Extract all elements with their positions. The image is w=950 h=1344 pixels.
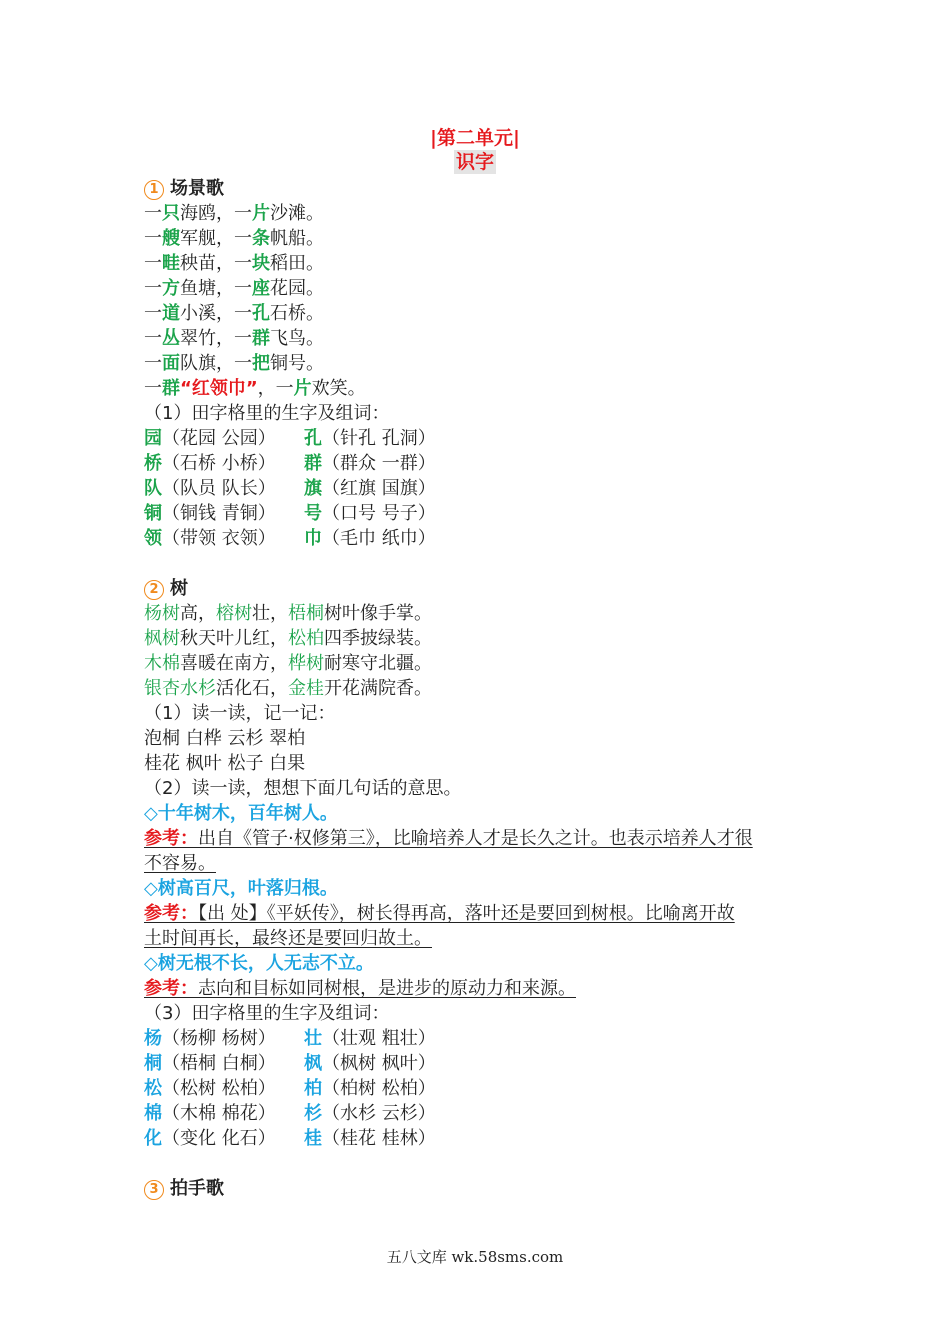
text: 一 [144,378,162,399]
word-group: （枫树 枫叶） [322,1053,436,1074]
word-group: （水杉 云杉） [322,1103,436,1124]
word-group: （带领 衣领） [162,528,276,549]
word-group: （红旗 国旗） [322,478,436,499]
text: 一 [144,203,162,224]
tree-poem-lines [144,601,824,701]
word-col [144,1126,304,1151]
text: 秋天叶儿红， [180,628,288,649]
poem-line [144,301,824,326]
tree-line [144,626,824,651]
measure-word: 群 [162,378,180,399]
section-title: 识字 [455,151,494,173]
text: 鱼塘，一 [180,278,252,299]
tree-line [144,676,824,701]
reference-3 [144,976,824,1001]
word-group: （针孔 孔洞） [322,428,436,449]
text: 秧苗，一 [180,253,252,274]
character: 孔 [304,428,322,449]
text: ，一 [257,378,294,399]
text: 一 [144,278,162,299]
character: 旗 [304,478,322,499]
text: 一 [144,328,162,349]
word-group: （队员 队长） [162,478,276,499]
character: 枫 [304,1053,322,1074]
unit-title: |第二单元| [430,127,520,149]
tree-line [144,651,824,676]
word-row [144,1026,824,1051]
measure-word: 道 [162,303,180,324]
section-2-title: 树 [170,578,188,599]
measure-word: 面 [162,353,180,374]
word-group: （柏树 松柏） [322,1078,436,1099]
text: 铜号。 [270,353,324,374]
question-2-3: （3）田字格里的生字及组词： [144,1003,390,1024]
word-col [304,1126,436,1151]
text: 帆船。 [270,228,324,249]
character: 队 [144,478,162,499]
tree-name: 松柏 [288,628,324,649]
word-group: （木棉 棉花） [162,1103,276,1124]
reference-2 [144,901,824,926]
reference-1-cont: 不容易。 [144,853,216,874]
text: 花园。 [270,278,324,299]
question-1: （1）田字格里的生字及组词： [144,403,390,424]
word-row [144,451,824,476]
text: 石桥。 [270,303,324,324]
read-line-2: 桂花 枫叶 松子 白果 [144,753,306,774]
word-group: （群众 一群） [322,453,436,474]
character: 杨 [144,1028,162,1049]
proverb-2: ◇树高百尺，叶落归根。 [144,878,338,899]
measure-word: 条 [252,228,270,249]
text: 壮， [252,603,288,624]
text: 沙滩。 [270,203,324,224]
circle-number-3: 3 [144,1180,164,1200]
reference-text: 【出 处】《平妖传》，树长得再高，落叶还是要回到树根。比喻离开故 [198,903,735,924]
measure-word: 群 [252,328,270,349]
text: 一 [144,303,162,324]
word-col [144,451,304,476]
word-col [144,426,304,451]
text: 树叶像手掌。 [324,603,432,624]
word-group: （杨柳 杨树） [162,1028,276,1049]
character: 桐 [144,1053,162,1074]
word-col [304,1051,436,1076]
word-col [304,1101,436,1126]
word-group: （口号 号子） [322,503,436,524]
section-1-heading [144,176,824,201]
text: 飞鸟。 [270,328,324,349]
character: 松 [144,1078,162,1099]
text: 一 [144,228,162,249]
measure-word: 艘 [162,228,180,249]
spacer [144,551,824,576]
character: 园 [144,428,162,449]
word-group: （松树 松柏） [162,1078,276,1099]
text: 喜暖在南方， [180,653,288,674]
word-row [144,1051,824,1076]
word-col [144,1051,304,1076]
question-2-2: （2）读一读，想想下面几句话的意思。 [144,778,462,799]
text: 海鸥，一 [180,203,252,224]
reference-2-cont: 土时间再长，最终还是要回归故土。 [144,928,432,949]
measure-word: 只 [162,203,180,224]
text: 小溪，一 [180,303,252,324]
text: 翠竹，一 [180,328,252,349]
footer-watermark: 五八文库 wk.58sms.com [386,1248,564,1266]
poem-line-last [144,376,824,401]
character: 桥 [144,453,162,474]
tree-name: 枫树 [144,628,180,649]
word-col [304,451,436,476]
text: 队旗，一 [180,353,252,374]
character: 壮 [304,1028,322,1049]
content [144,176,824,1201]
word-col [304,1026,436,1051]
reference-text: 出自《管子·权修第三》，比喻培养人才是长久之计。也表示培养人才很 [198,828,753,849]
word-col [304,501,436,526]
text: 一 [144,353,162,374]
character: 化 [144,1128,162,1149]
poem-line [144,276,824,301]
proverb-1: ◇十年树木，百年树人。 [144,803,338,824]
word-col [304,526,436,551]
section-3-title: 拍手歌 [170,1178,224,1199]
character: 铜 [144,503,162,524]
character: 群 [304,453,322,474]
word-list-2 [144,1026,824,1151]
character: 杉 [304,1103,322,1124]
word-list-1 [144,426,824,551]
measure-word: 孔 [252,303,270,324]
text: 活化石， [216,678,288,699]
word-row [144,501,824,526]
tree-name: 杨树 [144,603,180,624]
poem-line [144,226,824,251]
tree-name: 银杏水杉 [144,678,216,699]
measure-word: 片 [252,203,270,224]
proverb-3: ◇树无根不长，人无志不立。 [144,953,374,974]
character: 桂 [304,1128,322,1149]
word-group: （石桥 小桥） [162,453,276,474]
reference-label: 参考： [144,978,198,999]
poem-lines [144,201,824,376]
measure-word: 块 [252,253,270,274]
text: 开花满院香。 [324,678,432,699]
measure-word: 方 [162,278,180,299]
word-group: （梧桐 白桐） [162,1053,276,1074]
word-col [144,1101,304,1126]
word-row [144,426,824,451]
word-group: （桂花 桂林） [322,1128,436,1149]
word-col [304,426,436,451]
circle-number-1: 1 [144,180,164,200]
word-col [304,1076,436,1101]
text: 一 [144,253,162,274]
circle-number-2: 2 [144,580,164,600]
text: 高， [180,603,216,624]
question-2-1: （1）读一读，记一记： [144,703,336,724]
poem-line [144,351,824,376]
word-row [144,1101,824,1126]
measure-word: 畦 [162,253,180,274]
reference-label: 参考： [144,903,198,924]
reference-1 [144,826,824,851]
character: 柏 [304,1078,322,1099]
measure-word: 把 [252,353,270,374]
measure-word: 片 [293,378,312,399]
word-col [144,1076,304,1101]
poem-line [144,326,824,351]
word-col [144,501,304,526]
tree-name: 木棉 [144,653,180,674]
tree-line [144,601,824,626]
poem-line [144,251,824,276]
word-group: （花园 公园） [162,428,276,449]
spacer [144,1151,824,1176]
word-row [144,476,824,501]
section-2-heading [144,576,824,601]
word-col [144,526,304,551]
word-col [304,476,436,501]
read-line-1: 泡桐 白桦 云杉 翠柏 [144,728,306,749]
tree-name: 梧桐 [288,603,324,624]
character: 棉 [144,1103,162,1124]
word-col [144,476,304,501]
text: 四季披绿装。 [324,628,432,649]
measure-word: 座 [252,278,270,299]
text: 稻田。 [270,253,324,274]
word-row [144,1076,824,1101]
measure-word: 丛 [162,328,180,349]
tree-name: 桦树 [288,653,324,674]
reference-text: 志向和目标如同树根，是进步的原动力和来源。 [198,978,576,999]
word-row [144,526,824,551]
word-group: （铜钱 青铜） [162,503,276,524]
word-group: （毛巾 纸巾） [322,528,436,549]
character: 领 [144,528,162,549]
poem-line [144,201,824,226]
tree-name: 榕树 [216,603,252,624]
word-group: （壮观 粗壮） [322,1028,436,1049]
tree-name: 金桂 [288,678,324,699]
word-group: （变化 化石） [162,1128,276,1149]
section-3-heading [144,1176,824,1201]
character: 巾 [304,528,322,549]
reference-label: 参考： [144,828,198,849]
title-block [0,126,950,174]
section-1-title: 场景歌 [170,178,224,199]
highlight: “红领巾” [180,378,258,399]
character: 号 [304,503,322,524]
word-col [144,1026,304,1051]
text: 耐寒守北疆。 [324,653,432,674]
text: 军舰，一 [180,228,252,249]
word-row [144,1126,824,1151]
text: 欢笑。 [311,378,366,399]
